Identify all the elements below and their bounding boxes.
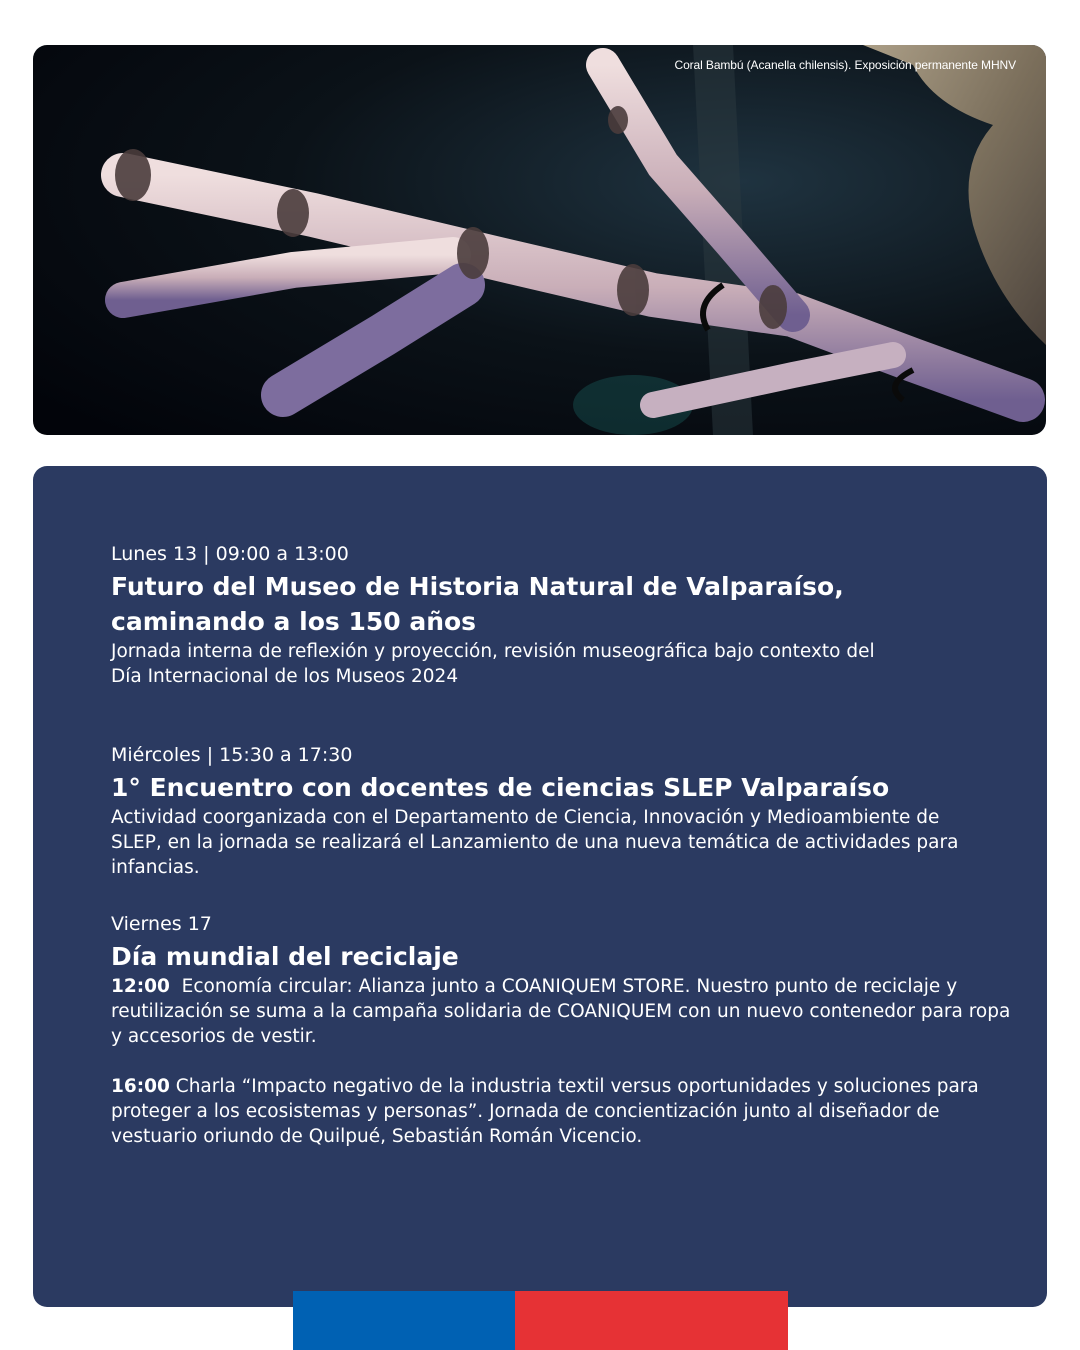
event-date: Miércoles | 15:30 a 17:30 [111,744,353,766]
events-list [111,540,1031,1149]
event-title: Futuro del Museo de Historia Natural de Valparaíso, caminando a los 150 años [111,572,844,636]
event-title: Día mundial del reciclaje [111,942,459,971]
event-date: Lunes 13 | 09:00 a 13:00 [111,543,349,565]
event-item [111,1074,1011,1149]
event-wednesday [111,741,1031,880]
hero-image [33,45,1046,435]
event-monday [111,540,1031,689]
coral-bamboo-photo [33,45,1046,435]
event-item-time: 16:00 [111,1076,170,1097]
event-item-text: Charla “Impacto negativo de la industria textil versus oportunidades y soluciones para proteger a los ecosistemas y personas”. Jornada de concientización junto al diseñador de vestuario oriundo de Quilpué, Sebastián Román Vicencio. [111,1076,979,1147]
event-description: Actividad coorganizada con el Departamento de Ciencia, Innovación y Medioambiente de SLEP, en la jornada se realizará el Lanzamiento de una nueva temática de actividades para infancias. [111,807,959,878]
event-date: Viernes 17 [111,913,212,935]
flag-bar-red [515,1291,788,1350]
event-item-text: Economía circular: Alianza junto a COANIQUEM STORE. Nuestro punto de reciclaje y reutilización se suma a la campaña solidaria de COANIQUEM con un nuevo contenedor para ropa y accesorios de vestir. [111,976,1011,1047]
event-title: 1° Encuentro con docentes de ciencias SLEP Valparaíso [111,773,890,802]
event-description: Jornada interna de reflexión y proyección, revisión museográfica bajo contexto del Día Internacional de los Museos 2024 [111,641,875,687]
event-item-time: 12:00 [111,976,170,997]
event-item [111,974,1011,1049]
flag-bar-blue [293,1291,515,1350]
photo-caption: Coral Bambú (Acanella chilensis). Exposición permanente MHNV [674,58,1016,72]
event-friday [111,910,1031,1149]
